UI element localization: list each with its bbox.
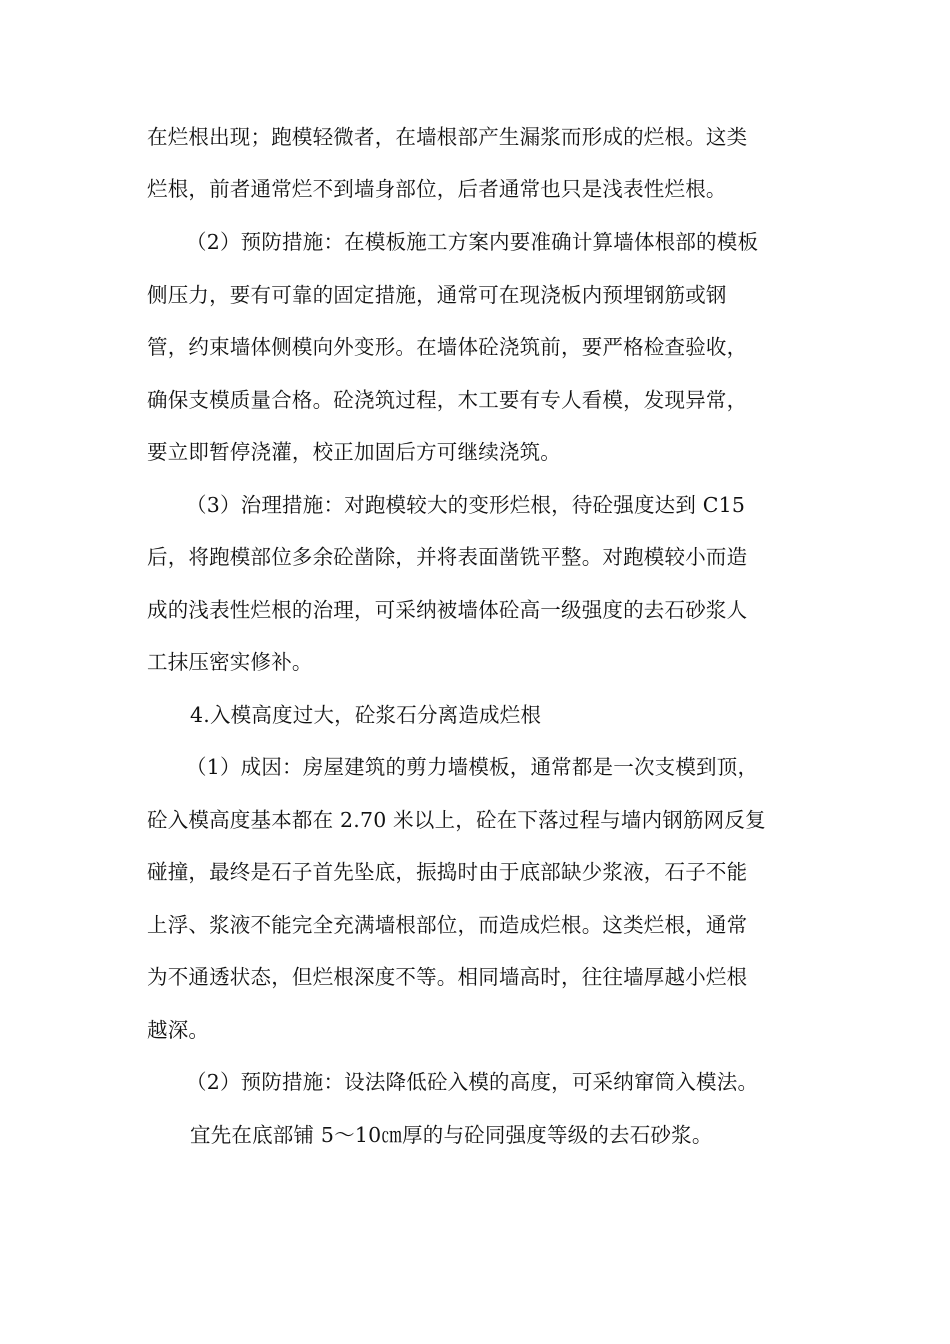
text-line: 后，将跑模部位多余砼凿除，并将表面凿铣平整。对跑模较小而造 [147,545,748,569]
text-line: （1）成因：房屋建筑的剪力墙模板，通常都是一次支模到顶， [186,755,759,779]
text-line: （3）治理措施：对跑模较大的变形烂根，待砼强度达到 C15 [186,493,746,517]
text-line: 砼入模高度基本都在 2.70 米以上，砼在下落过程与墙内钢筋网反复 [147,808,766,832]
section-heading: 4.入模高度过大，砼浆石分离造成烂根 [190,703,542,727]
text-line: 管，约束墙体侧模向外变形。在墙体砼浇筑前，要严格检查验收， [147,335,748,359]
text-line: 成的浅表性烂根的治理，可采纳被墙体砼高一级强度的去石砂浆人 [147,598,748,622]
text-line: 侧压力，要有可靠的固定措施，通常可在现浇板内预埋钢筋或钢 [147,283,727,307]
text-line: 要立即暂停浇灌，校正加固后方可继续浇筑。 [147,440,561,464]
text-line: 在烂根出现；跑模轻微者，在墙根部产生漏浆而形成的烂根。这类 [147,125,748,149]
text-line: 越深。 [147,1018,210,1042]
text-line: 烂根，前者通常烂不到墙身部位，后者通常也只是浅表性烂根。 [147,177,727,201]
text-line: 上浮、浆液不能完全充满墙根部位，而造成烂根。这类烂根，通常 [147,913,748,937]
text-line: 工抹压密实修补。 [147,650,313,674]
text-line: 确保支模质量合格。砼浇筑过程，木工要有专人看模，发现异常， [147,388,748,412]
text-line: （2）预防措施：设法降低砼入模的高度，可采纳窜筒入模法。 [186,1070,759,1094]
text-line: （2）预防措施：在模板施工方案内要准确计算墙体根部的模板 [186,230,759,254]
text-line: 碰撞，最终是石子首先坠底，振捣时由于底部缺少浆液，石子不能 [147,860,748,884]
text-line: 为不通透状态，但烂根深度不等。相同墙高时，往往墙厚越小烂根 [147,965,748,989]
text-line: 宜先在底部铺 5～10㎝厚的与砼同强度等级的去石砂浆。 [190,1123,713,1147]
